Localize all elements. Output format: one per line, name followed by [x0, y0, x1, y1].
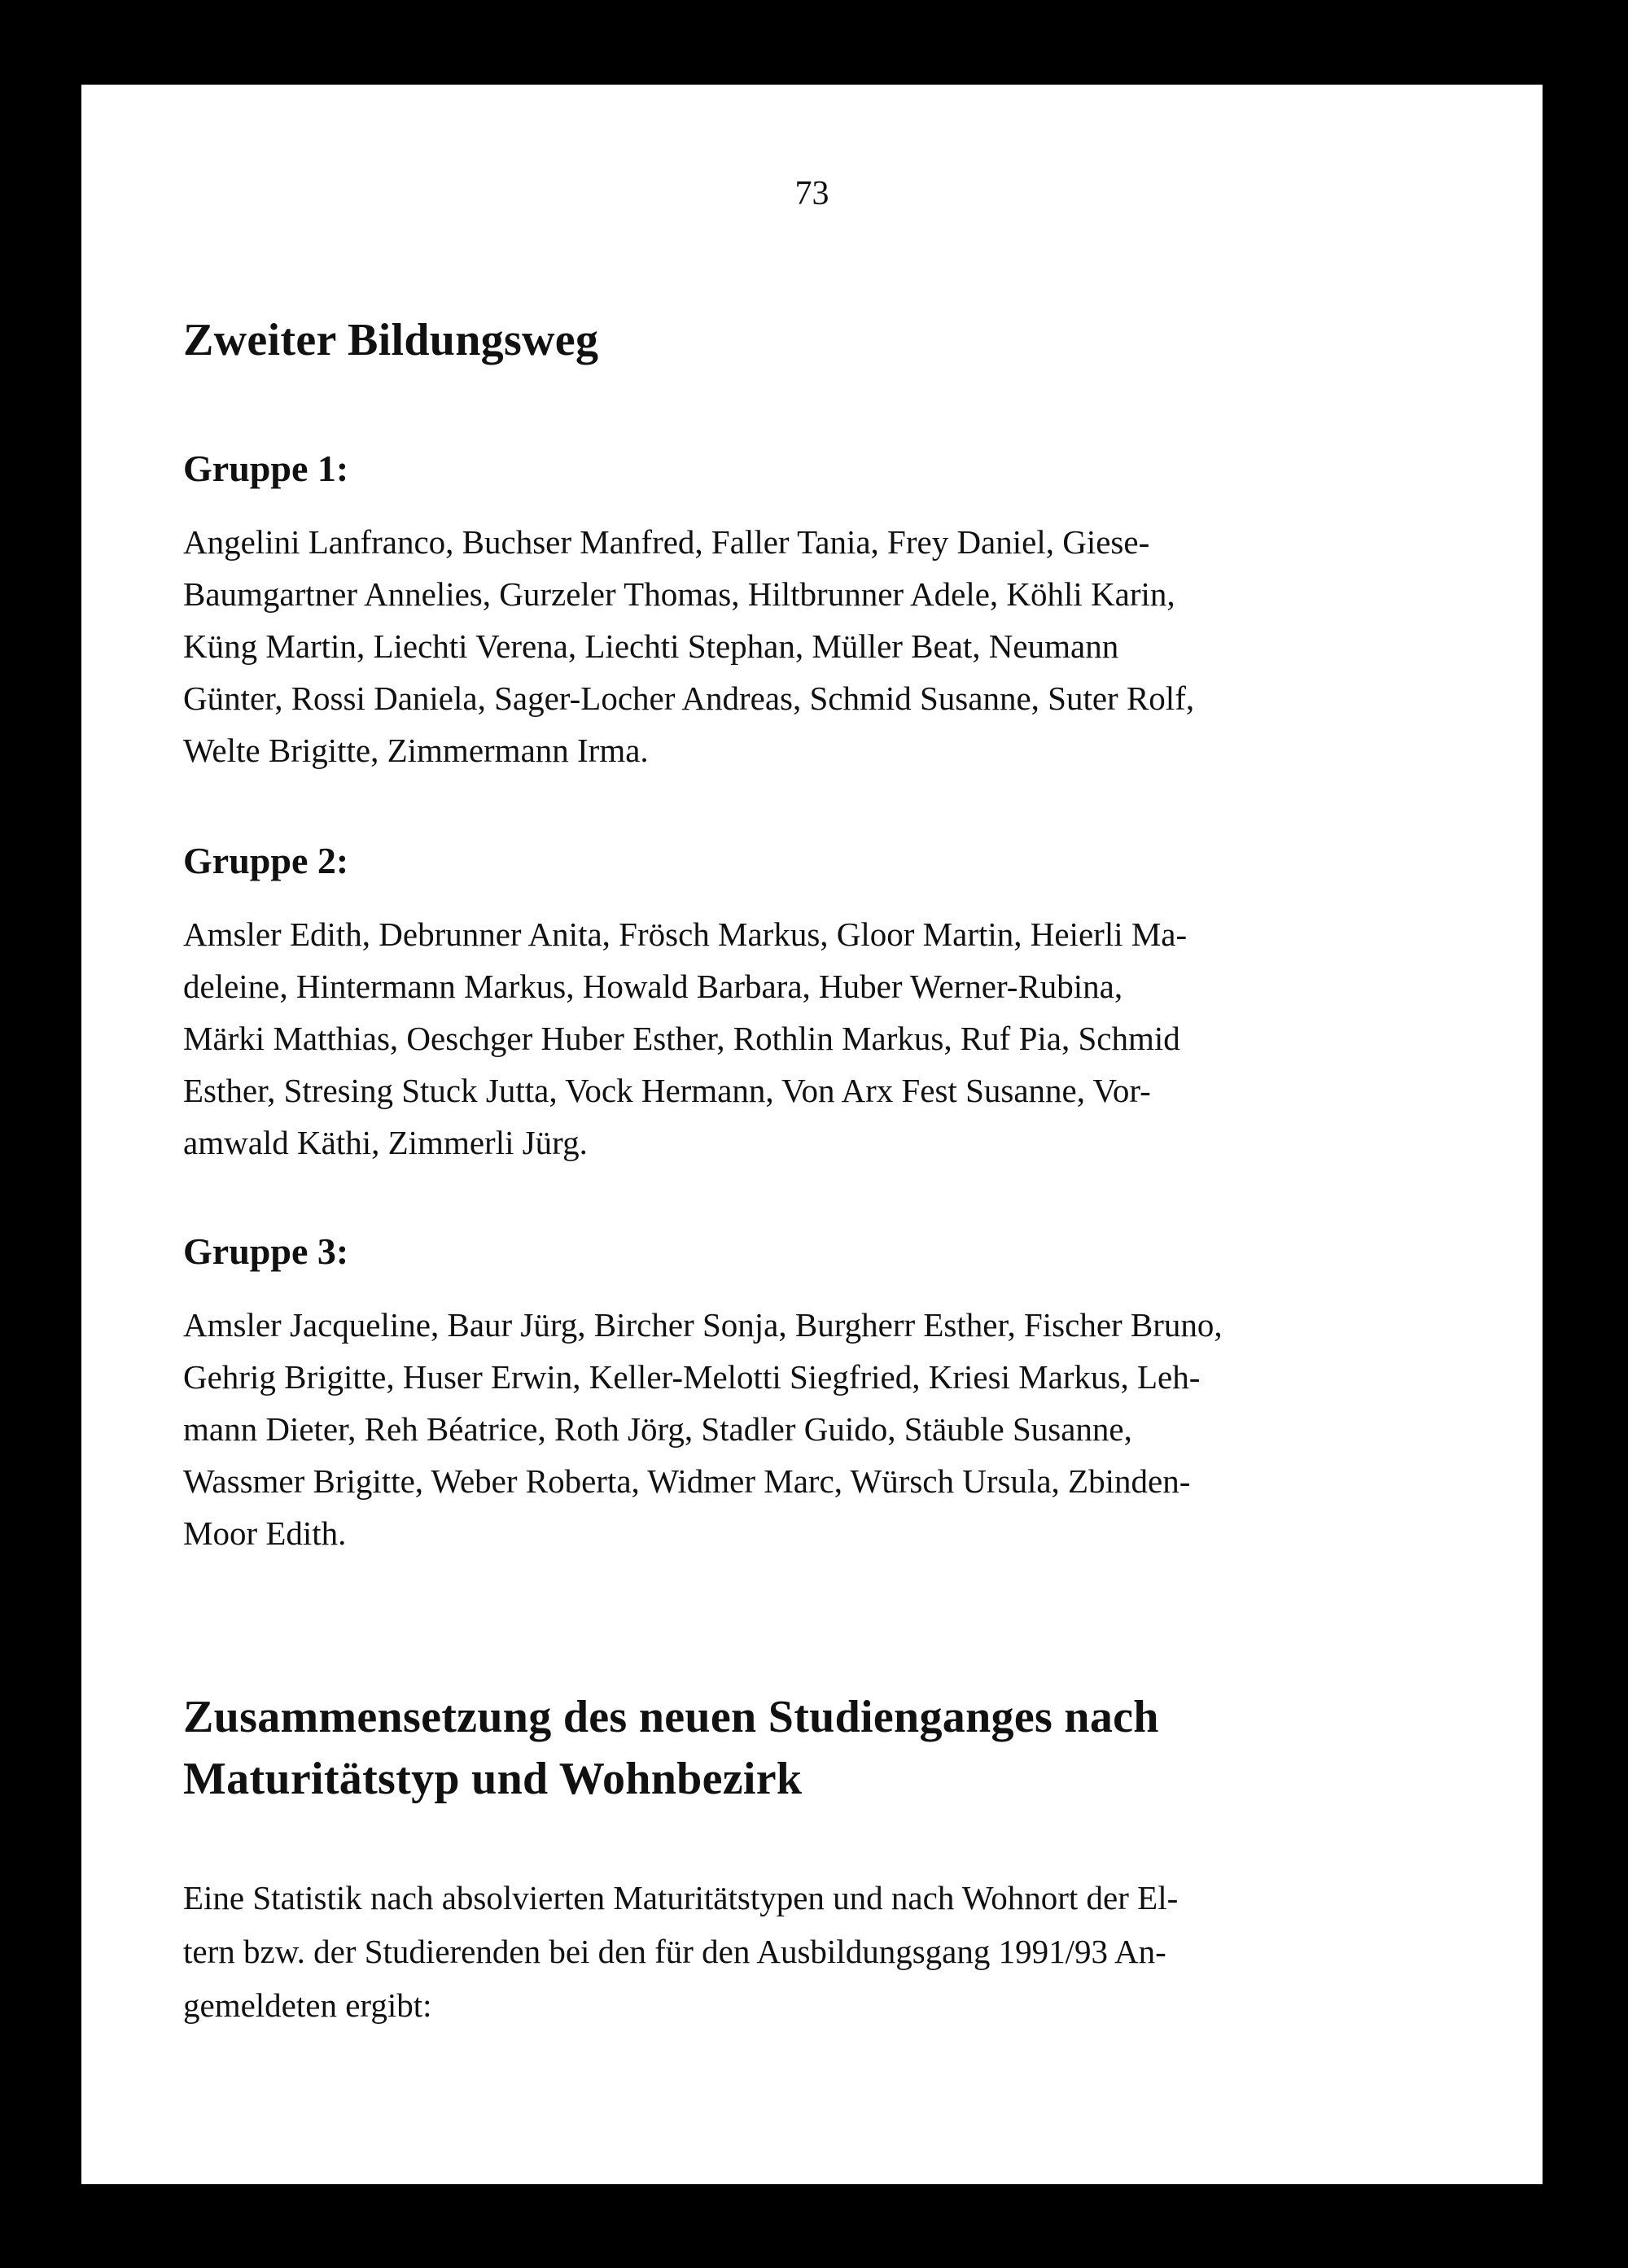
text-line: amwald Käthi, Zimmerli Jürg. — [183, 1124, 588, 1161]
text-line: Gehrig Brigitte, Huser Erwin, Keller-Melotti Siegfried, Kriesi Markus, Leh- — [183, 1358, 1201, 1396]
text-line: gemeldeten ergibt: — [183, 1986, 432, 2024]
page-number: 73 — [794, 175, 829, 212]
text-line: mann Dieter, Reh Béatrice, Roth Jörg, Stadler Guido, Stäuble Susanne, — [183, 1410, 1132, 1448]
text-line: Amsler Jacqueline, Baur Jürg, Bircher Sonja, Burgherr Esther, Fischer Bruno, — [183, 1306, 1223, 1344]
text-line: tern bzw. der Studierenden bei den für den Ausbildungsgang 1991/93 An- — [183, 1933, 1166, 1970]
text-line: Angelini Lanfranco, Buchser Manfred, Faller Tania, Frey Daniel, Giese- — [183, 523, 1150, 561]
section-title-line: Zusammensetzung des neuen Studienganges nach — [183, 1692, 1159, 1742]
text-line: Amsler Edith, Debrunner Anita, Frösch Markus, Gloor Martin, Heierli Ma- — [183, 916, 1188, 953]
document-page — [81, 85, 1543, 2184]
text-line: Baumgartner Annelies, Gurzeler Thomas, Hiltbrunner Adele, Köhli Karin, — [183, 575, 1175, 613]
text-line: Esther, Stresing Stuck Jutta, Vock Hermann, Von Arx Fest Susanne, Vor- — [183, 1072, 1151, 1109]
text-line: Moor Edith. — [183, 1514, 347, 1552]
text-line: Küng Martin, Liechti Verena, Liechti Stephan, Müller Beat, Neumann — [183, 627, 1119, 665]
section-title-line: Maturitätstyp und Wohnbezirk — [183, 1754, 803, 1804]
text-line: Günter, Rossi Daniela, Sager-Locher Andreas, Schmid Susanne, Suter Rolf, — [183, 680, 1195, 717]
text-line: deleine, Hintermann Markus, Howald Barbara, Huber Werner-Rubina, — [183, 968, 1123, 1005]
text-line: Eine Statistik nach absolvierten Maturitätstypen und nach Wohnort der El- — [183, 1879, 1179, 1916]
section-title-zweiter-bildungsweg: Zweiter Bildungsweg — [183, 315, 599, 365]
text-line: Wassmer Brigitte, Weber Roberta, Widmer Marc, Würsch Ursula, Zbinden- — [183, 1462, 1191, 1500]
group-heading: Gruppe 2: — [183, 840, 349, 881]
group-heading: Gruppe 1: — [183, 448, 349, 489]
text-line: Welte Brigitte, Zimmermann Irma. — [183, 732, 649, 769]
text-line: Märki Matthias, Oeschger Huber Esther, Rothlin Markus, Ruf Pia, Schmid — [183, 1020, 1180, 1057]
group-heading: Gruppe 3: — [183, 1230, 349, 1272]
